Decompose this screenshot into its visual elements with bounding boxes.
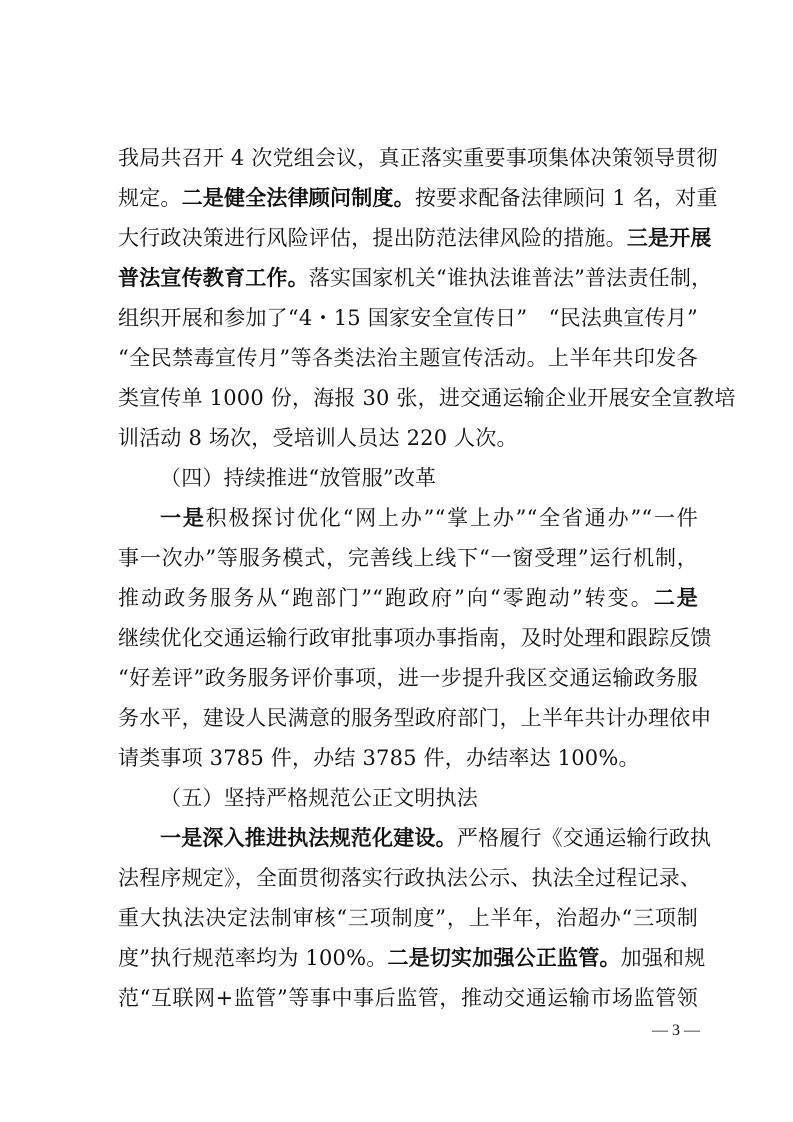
text-run: 推动政务服务从“跑部门”“跑政府”向“零跑动”转变。 [118,586,654,610]
text-run: 加强和规 [620,946,706,970]
bold-heading-run: 普法宣传教育工作。 [118,265,309,290]
text-line: “全民禁毒宣传月”等各类法治主题宣传活动。上半年共印发各 [118,346,698,370]
text-line [118,180,718,216]
text-run: 度”执行规范率均为 100%。 [118,946,388,970]
text-run: 落实国家机关“谁执法谁普法”普法责任制， [308,266,713,290]
text-line [118,940,706,976]
bold-heading-run: 一是深入推进执法规范化建设。 [160,825,457,850]
text-line [118,260,713,296]
text-line [160,820,712,856]
bold-heading-run: 二是切实加强公正监管。 [387,945,621,970]
text-line: 训活动 8 场次，受培训人员达 220 人次。 [118,426,518,450]
text-line: 范“互联网+监管”等事中事后监管，推动交通运输市场监管领 [118,986,698,1010]
section-heading: （四）持续推进“放管服”改革 [160,466,437,490]
text-line: 组织开展和参加了“4・15 国家安全宣传日” “民法典宣传月” [118,306,698,330]
text-run: 积极探讨优化“网上办”“掌上办”“全省通办”“一件 [205,506,698,530]
text-line: 我局共召开 4 次党组会议，真正落实重要事项集体决策领导贯彻 [118,146,718,170]
text-line: “好差评”政务服务评价事项，进一步提升我区交通运输政务服 [118,666,698,690]
text-line: 务水平，建设人民满意的服务型政府部门，上半年共计办理依申 [118,706,712,730]
text-run: 大行政决策进行风险评估，提出防范法律风险的措施。 [118,226,627,250]
bold-heading-run: 二是健全法律顾问制度。 [181,185,415,210]
text-line: 重大执法决定法制审核“三项制度”，上半年，治超办“三项制 [118,906,698,930]
text-line [118,220,712,256]
text-run: 按要求配备法律顾问 1 名，对重 [414,186,718,210]
bold-heading-run: 三是开展 [626,225,712,250]
section-heading: （五）坚持严格规范公正文明执法 [160,786,478,810]
bold-heading-run: 一是 [160,505,206,530]
bold-heading-run: 二是 [653,585,698,610]
text-run: 严格履行《交通运输行政执 [456,826,712,850]
page-number: — 3 — [652,1022,700,1039]
text-line: 请类事项 3785 件，办结 3785 件，办结率达 100%。 [118,746,640,770]
text-line [118,580,698,616]
text-line [160,500,698,536]
text-line: 继续优化交通运输行政审批事项办事指南，及时处理和跟踪反馈 [118,626,712,650]
text-line: 法程序规定》，全面贯彻落实行政执法公示、执法全过程记录、 [118,866,702,890]
text-line: 类宣传单 1000 份，海报 30 张，进交通运输企业开展安全宣教培 [118,386,736,410]
text-run: 规定。 [118,186,182,210]
text-line: 事一次办”等服务模式，完善线上线下“一窗受理”运行机制， [118,546,698,570]
